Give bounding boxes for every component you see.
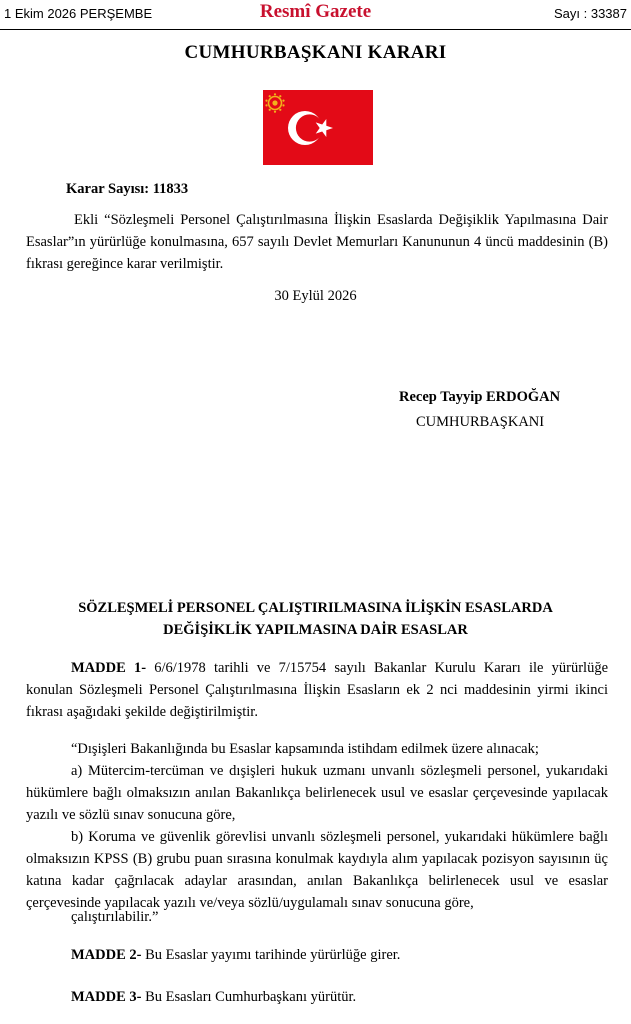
annex-title-line2: DEĞİŞİKLİK YAPILMASINA DAİR ESASLAR (163, 622, 468, 638)
quote-end: çalıştırılabilir.” (71, 909, 159, 925)
decision-heading: CUMHURBAŞKANI KARARI (184, 42, 447, 63)
article-3-text: Bu Esasları Cumhurbaşkanı yürütür. (145, 989, 357, 1005)
article-2 (71, 944, 400, 966)
gazette-name: Resmî Gazete (259, 1, 372, 22)
article-1-label: MADDE 1- (71, 660, 147, 676)
article-3-label: MADDE 3- (71, 989, 142, 1005)
article-2-text: Bu Esaslar yayımı tarihinde yürürlüğe girer. (145, 947, 401, 963)
article-2-label: MADDE 2- (71, 947, 142, 963)
article-1 (26, 657, 608, 723)
decision-intro: Ekli “Sözleşmeli Personel Çalıştırılmasına İlişkin Esaslarda Değişiklik Yapılmasına Dair Esaslar”ın yürürlüğe konulmasına, 657 sayılı Devlet Memurları Kanununun 4 üncü maddesinin (B) fıkrası gereğince karar verilmiştir. (26, 212, 608, 272)
gazette-header (0, 0, 631, 30)
issue-date: 1 Ekim 2026 PERŞEMBE (4, 6, 153, 21)
turkish-flag-icon (263, 90, 373, 165)
signer-name: Recep Tayyip ERDOĞAN (399, 389, 561, 405)
article-1-text: 6/6/1978 tarihli ve 7/15754 sayılı Bakanlar Kurulu Kararı ile yürürlüğe konulan Sözleşmeli Personel Çalıştırılmasına İlişkin Esasların ek 2 nci maddesinin yirmi ikinci fıkrası aşağıdaki şekilde değiştirilmiştir. (26, 660, 609, 720)
quote-intro: “Dışişleri Bakanlığında bu Esaslar kapsamında istihdam edilmek üzere alınacak; (71, 741, 539, 757)
annex-title-line1: SÖZLEŞMELİ PERSONEL ÇALIŞTIRILMASINA İLİŞKİN ESASLARDA (78, 600, 553, 616)
article-3 (71, 986, 356, 1008)
signer-title: CUMHURBAŞKANI (416, 414, 545, 430)
header-divider (0, 29, 631, 30)
item-a: a) Mütercim-tercüman ve dışişleri hukuk uzmanı unvanlı sözleşmeli personel, yukarıdaki hükümlere bağlı olmaksızın anılan Bakanlıkça belirlenecek usul ve esaslar çerçevesinde yapılacak yazılı ve sözlü sınav sonucuna göre, (26, 763, 608, 823)
decision-date: 30 Eylül 2026 (274, 288, 357, 304)
issue-number: Sayı : 33387 (554, 6, 627, 21)
decision-number: Karar Sayısı: 11833 (66, 181, 189, 197)
item-b: b) Koruma ve güvenlik görevlisi unvanlı sözleşmeli personel, yukarıdaki hükümlere bağlı olmaksızın KPSS (B) grubu puan sırasına konulmak kaydıyla alım yapılacak pozisyon sayısının üç katına kadar çağrılacak adaylar arasından, anılan Bakanlıkça belirlenecek usul ve esaslar çerçevesinde yapılacak yazılı ve/veya sözlü/uygulamalı sınav sonucuna göre, (26, 829, 608, 911)
